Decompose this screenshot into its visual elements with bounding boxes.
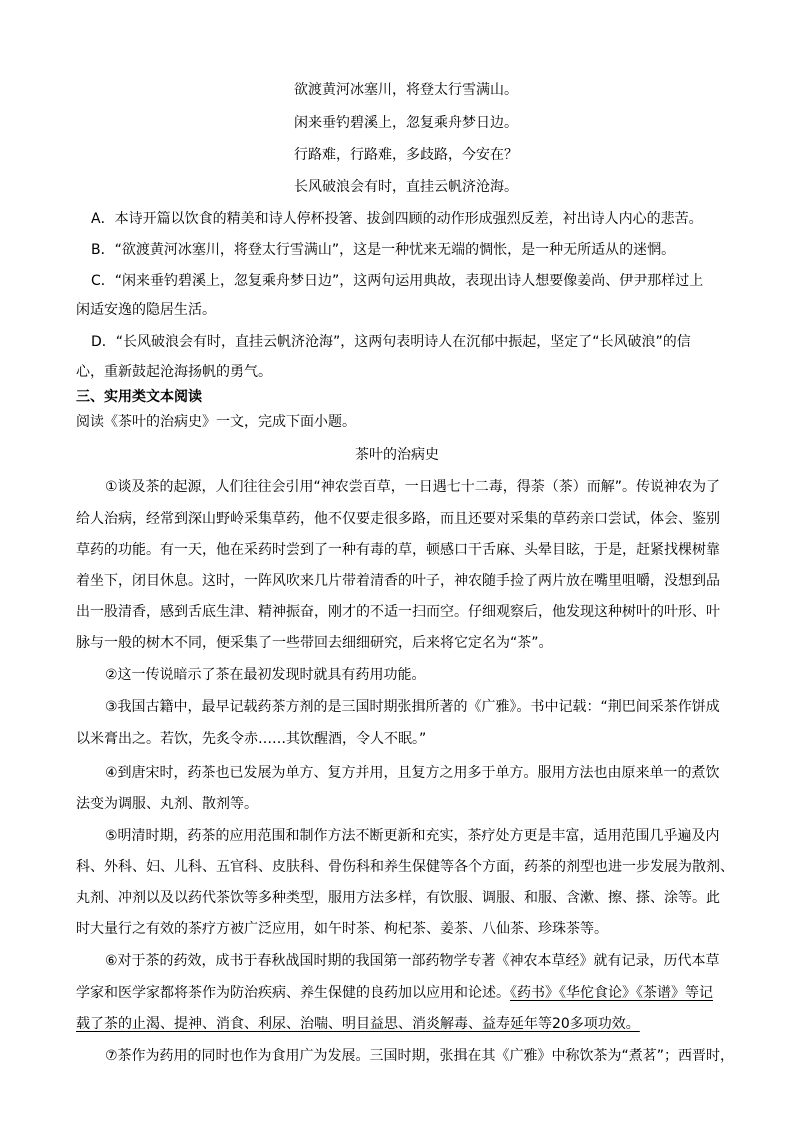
paragraph-4-line: 法变为调服、丸剂、散剂等。: [76, 796, 258, 812]
poem-line: 闲来垂钓碧溪上，忽复乘舟梦日边。: [294, 115, 518, 131]
reading-instruction: 阅读《茶叶的治病史》一文，完成下面小题。: [76, 414, 356, 430]
option-d-continued: 心，重新鼓起沧海扬帆的勇气。: [76, 364, 272, 380]
paragraph-3-line: 以米膏出之。若饮，先炙令赤……其饮醒酒，令人不眠。”: [76, 731, 427, 747]
paragraph-5-line: ⑤明清时期，药茶的应用范围和制作方法不断更新和充实，茶疗处方更是丰富，适用范围几乎遍及内: [105, 828, 720, 844]
poem-line: 行路难，行路难，多歧路，今安在？: [294, 147, 518, 163]
section-heading: 三、实用类文本阅读: [76, 389, 202, 405]
paragraph-6-line: ⑥对于茶的药效，成书于春秋战国时期的我国第一部药物学专著《神农本草经》就有记录，历代本草: [105, 953, 720, 969]
paragraph-5-line: 时大量行之有效的茶疗方被广泛应用，如午时茶、枸杞茶、姜茶、八仙茶、珍珠茶等。: [76, 921, 608, 937]
option-a: A．本诗开篇以饮食的精美和诗人停杯投箸、拔剑四顾的动作形成强烈反差，衬出诗人内心的悲苦。: [91, 211, 703, 227]
paragraph-2: ②这一传说暗示了茶在最初发现时就具有药用功能。: [105, 667, 426, 683]
paragraph-5-line: 科、外科、妇、儿科、五官科、皮肤科、骨伤科和养生保健等各个方面，药茶的剂型也进一步发展为散剂、: [76, 859, 734, 875]
option-b: B．“欲渡黄河冰塞川，将登太行雪满山”，这是一种忧来无端的惆怅，是一种无所适从的迷惘。: [91, 242, 676, 258]
article-title: 茶叶的治病史: [355, 447, 439, 463]
paragraph-1-line: 出一股清香，感到舌底生津、精神振奋，刚才的不适一扫而空。仔细观察后，他发现这种树叶的叶形、叶: [76, 604, 720, 620]
paragraph-6-line: [76, 983, 713, 1003]
underlined-sentence: 《药书》《华佗食论》《茶谱》等记: [510, 985, 713, 1001]
paragraph-1-line: 脉与一般的树木不同，便采集了一些带回去细细研究，后来将它定名为“茶”。: [76, 635, 553, 651]
poem-line: 欲渡黄河冰塞川，将登太行雪满山。: [294, 82, 518, 98]
poem-line: 长风破浪会有时，直挂云帆济沧海。: [294, 179, 518, 195]
option-c-continued: 闲适安逸的隐居生活。: [76, 302, 216, 318]
paragraph-1-line: ①谈及茶的起源，人们往往会引用“神农尝百草，一日遇七十二毒，得荼（茶）而解”。传说神农为了: [105, 479, 721, 495]
paragraph-5-line: 丸剂、冲剂以及以药代茶饮等多种类型，服用方法多样，有饮服、调服、和服、含漱、擦、搽、涂等。此: [76, 890, 720, 906]
paragraph-7-line: ⑦茶作为药用的同时也作为食用广为发展。三国时期，张揖在其《广雅》中称饮茶为“煮茗”；西晋时，: [105, 1048, 735, 1064]
underlined-sentence-continued: 载了茶的止渴、提神、消食、利尿、治喘、明目益思、消炎解毒、益寿延年等20多项功效。: [76, 1016, 640, 1032]
paragraph-4-line: ④到唐宋时，药茶也已发展为单方、复方并用，且复方之用多于单方。服用方法也由原来单一的煮饮: [105, 765, 720, 781]
paragraph-1-line: 给人治病，经常到深山野岭采集草药，他不仅要走很多路，而且还要对采集的草药亲口尝试，体会、鉴别: [76, 511, 720, 527]
paragraph-1-line: 着坐下，闭目休息。这时，一阵风吹来几片带着清香的叶子，神农随手捡了两片放在嘴里咀嚼，没想到品: [76, 573, 720, 589]
paragraph-3-line: ③我国古籍中，最早记载药茶方剂的是三国时期张揖所著的《广雅》。书中记载：“荆巴间采茶作饼成: [105, 699, 720, 715]
paragraph-1-line: 草药的功能。有一天，他在采药时尝到了一种有毒的草，顿感口干舌麻、头晕目眩，于是，赶紧找棵树靠: [76, 542, 720, 558]
option-c: C．“闲来垂钓碧溪上，忽复乘舟梦日边”，这两句运用典故，表现出诗人想要像姜尚、伊尹那样过上: [91, 273, 704, 289]
paragraph-6-text: 学家和医学家都将茶作为防治疾病、养生保健的良药加以应用和论述。: [76, 985, 510, 1001]
option-d: D．“长风破浪会有时，直挂云帆济沧海”，这两句表明诗人在沉郁中振起，坚定了“长风破浪”的信: [91, 334, 691, 350]
